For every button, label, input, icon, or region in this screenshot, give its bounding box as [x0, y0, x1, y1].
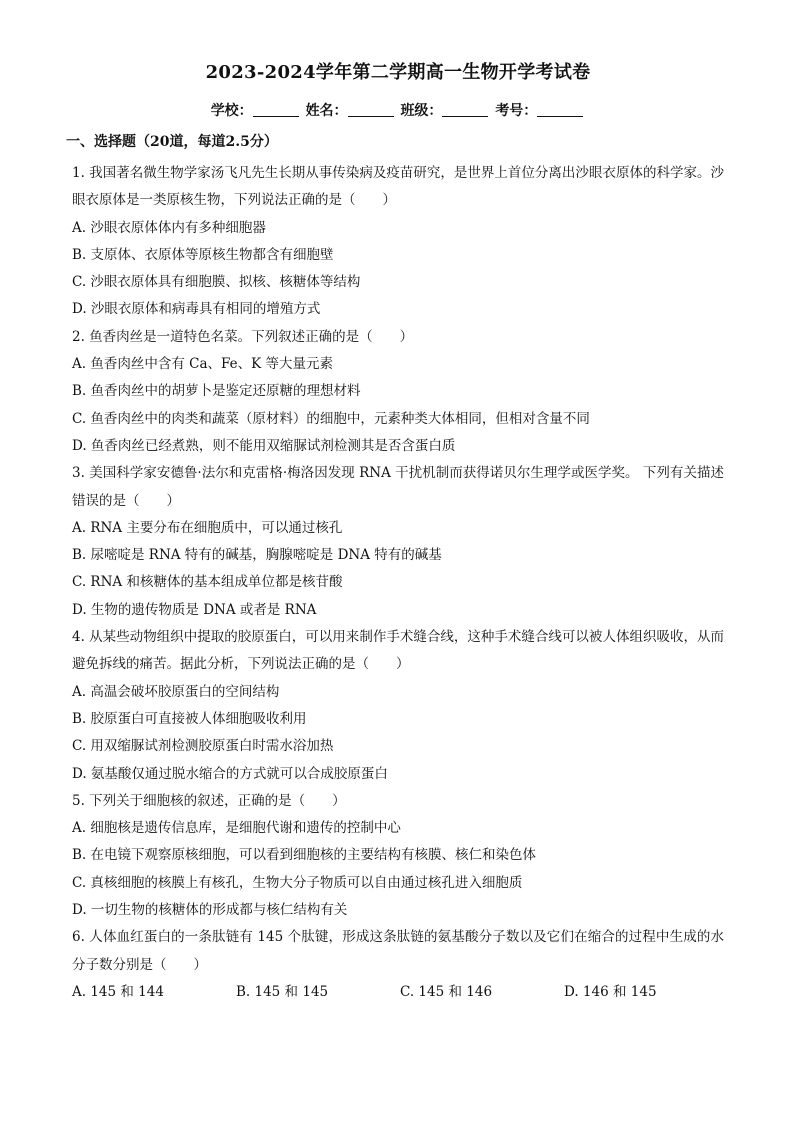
class-label: 班级：: [400, 103, 443, 119]
question-1: [72, 160, 724, 324]
options-row: [72, 979, 724, 1006]
name-blank[interactable]: [348, 102, 394, 117]
option-b: B. 支原体、衣原体等原核生物都含有细胞壁: [72, 246, 334, 263]
question-2: [72, 324, 724, 460]
question-stem: 1. 我国著名微生物学家汤飞凡先生长期从事传染病及疫苗研究，是世界上首位分离出沙眼衣原体的科学家。沙眼衣原体是一类原核生物，下列说法正确的是（ ）: [72, 165, 724, 209]
option-a: A. 高温会破坏胶原蛋白的空间结构: [72, 683, 280, 700]
option-d: D. 氨基酸仅通过脱水缩合的方式就可以合成胶原蛋白: [72, 765, 388, 782]
question-stem: 3. 美国科学家安德鲁·法尔和克雷格·梅洛因发现 RNA 干扰机制而获得诺贝尔生理学或医学奖。 下列有关描述错误的是（ ）: [72, 465, 724, 509]
option-a: A. 细胞核是遗传信息库，是细胞代谢和遗传的控制中心: [72, 820, 401, 837]
class-blank[interactable]: [442, 102, 488, 117]
number-label: 考号：: [495, 103, 538, 119]
exam-title: 2023-2024学年第二学期高一生物开学考试卷: [205, 62, 591, 83]
option-c: C. 145 和 146: [400, 983, 493, 1000]
option-c: C. RNA 和核糖体的基本组成单位都是核苷酸: [72, 574, 343, 591]
option-c: C. 沙眼衣原体具有细胞膜、拟核、核糖体等结构: [72, 274, 361, 291]
question-stem: 6. 人体血红蛋白的一条肽链有 145 个肽键，形成这条肽链的氨基酸分子数以及它们在缩合的过程中生成的水分子数分别是（ ）: [72, 929, 724, 973]
section-heading: 一、选择题（20道，每道2.5分）: [66, 134, 278, 150]
number-blank[interactable]: [537, 102, 583, 117]
question-5: [72, 788, 724, 924]
option-d: D. 一切生物的核糖体的形成都与核仁结构有关: [72, 902, 348, 919]
option-b: B. 鱼香肉丝中的胡萝卜是鉴定还原糖的理想材料: [72, 383, 361, 400]
question-stem: 4. 从某些动物组织中提取的胶原蛋白，可以用来制作手术缝合线，这种手术缝合线可以被人体组织吸收，从而避免拆线的痛苦。据此分析，下列说法正确的是（ ）: [72, 629, 724, 673]
student-info-line: [72, 100, 724, 122]
option-c: C. 用双缩脲试剂检测胶原蛋白时需水浴加热: [72, 738, 334, 755]
option-c: C. 鱼香肉丝中的肉类和蔬菜（原材料）的细胞中，元素种类大体相同，但相对含量不同: [72, 410, 590, 427]
option-c: C. 真核细胞的核膜上有核孔，生物大分子物质可以自由通过核孔进入细胞质: [72, 874, 523, 891]
option-d: D. 鱼香肉丝已经煮熟，则不能用双缩脲试剂检测其是否含蛋白质: [72, 437, 456, 454]
option-b: B. 在电镜下观察原核细胞，可以看到细胞核的主要结构有核膜、核仁和染色体: [72, 847, 537, 864]
school-label: 学校：: [210, 103, 253, 119]
option-d: D. 沙眼衣原体和病毒具有相同的增殖方式: [72, 301, 321, 318]
school-blank[interactable]: [253, 102, 299, 117]
question-stem: 5. 下列关于细胞核的叙述，正确的是（ ）: [72, 792, 346, 809]
option-b: B. 145 和 145: [236, 983, 329, 1000]
name-label: 姓名：: [305, 103, 348, 119]
option-a: A. 145 和 144: [72, 983, 164, 1000]
option-a: A. 沙眼衣原体体内有多种细胞器: [72, 219, 266, 236]
option-b: B. 尿嘧啶是 RNA 特有的碱基，胸腺嘧啶是 DNA 特有的碱基: [72, 547, 442, 564]
option-d: D. 生物的遗传物质是 DNA 或者是 RNA: [72, 601, 317, 618]
option-b: B. 胶原蛋白可直接被人体细胞吸收利用: [72, 710, 307, 727]
question-4: [72, 624, 724, 788]
question-stem: 2. 鱼香肉丝是一道特色名菜。下列叙述正确的是（ ）: [72, 328, 414, 345]
option-d: D. 146 和 145: [564, 983, 657, 1000]
option-a: A. RNA 主要分布在细胞质中，可以通过核孔: [72, 519, 343, 536]
question-6: [72, 924, 724, 1006]
question-3: [72, 460, 724, 624]
option-a: A. 鱼香肉丝中含有 Ca、Fe、K 等大量元素: [72, 356, 333, 373]
